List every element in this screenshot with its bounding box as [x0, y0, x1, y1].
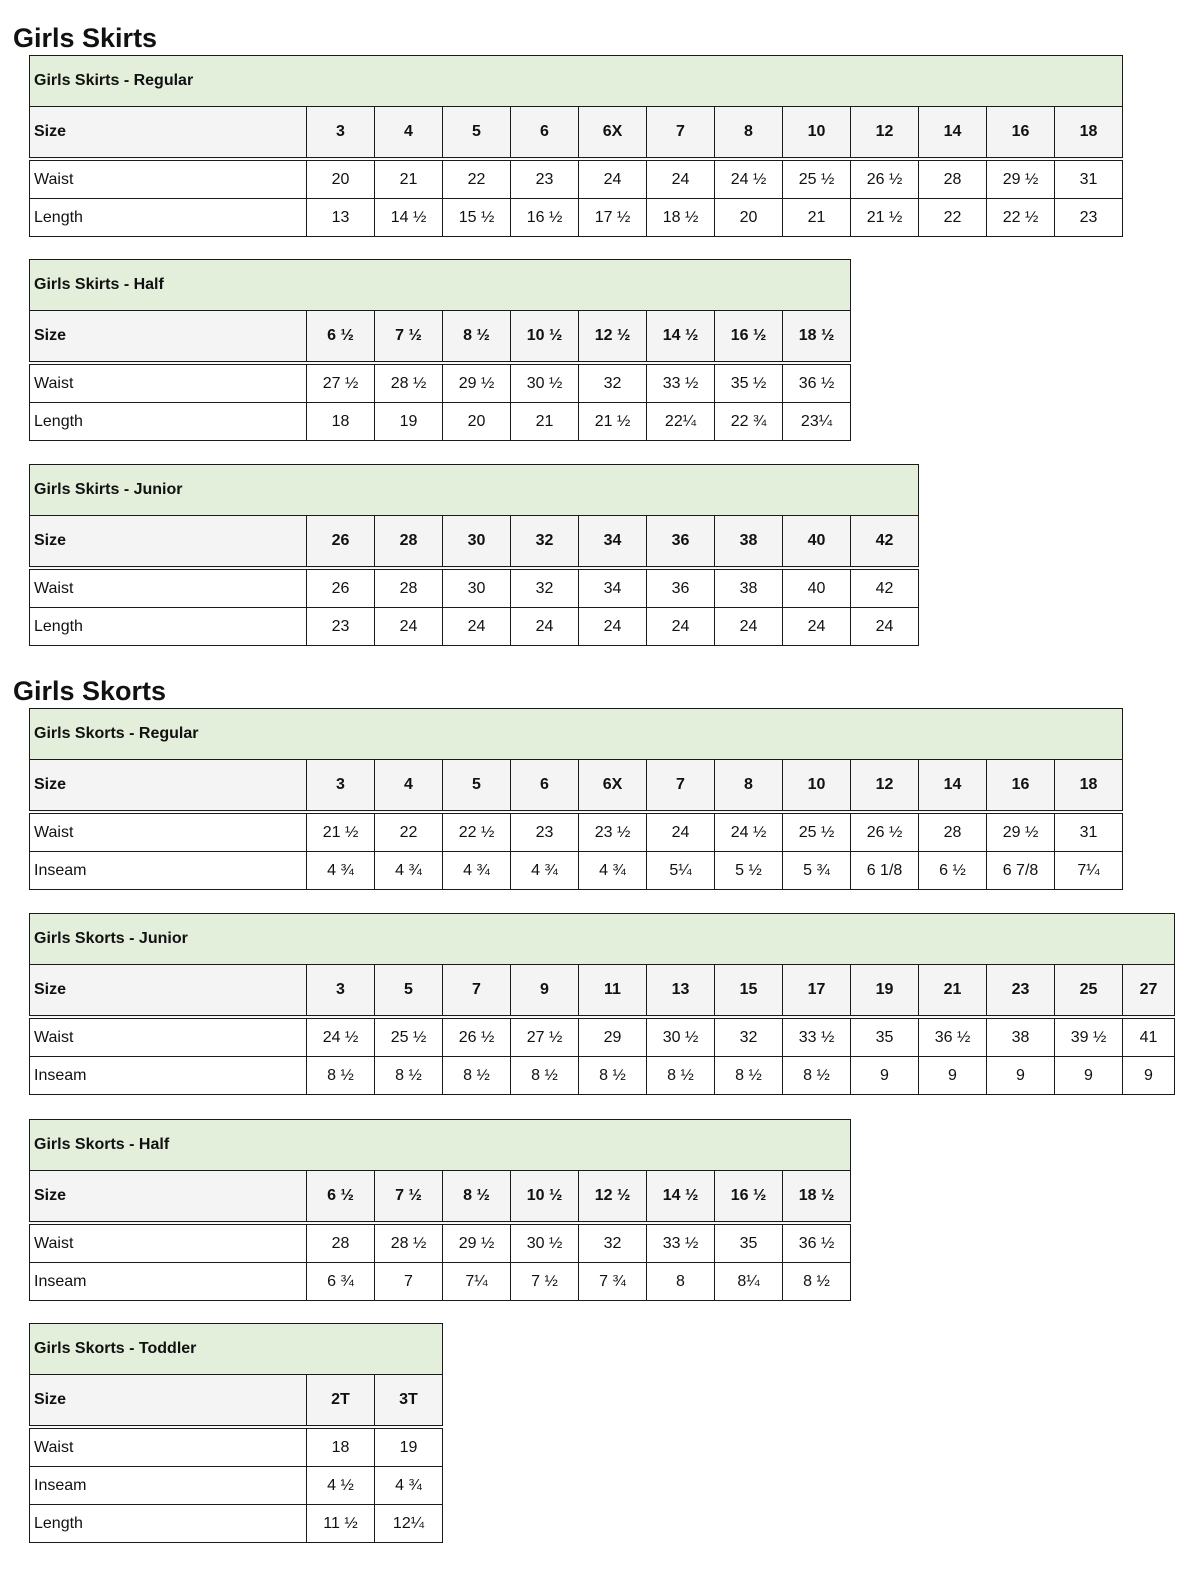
cell-value: 24 — [647, 812, 715, 852]
cell-value: 12¼ — [375, 1505, 443, 1543]
table-row-waist — [30, 159, 1123, 199]
table-row-waist — [30, 363, 851, 403]
row-label: Waist — [30, 159, 307, 199]
cell-value: 7 ½ — [511, 1263, 579, 1301]
row-label: Inseam — [30, 852, 307, 890]
size-header-label: Size — [30, 107, 307, 160]
size-header: 3T — [375, 1375, 443, 1428]
cell-value: 30 ½ — [647, 1017, 715, 1057]
size-header-label: Size — [30, 311, 307, 364]
size-header: 10 — [783, 107, 851, 160]
cell-value: 40 — [783, 568, 851, 608]
cell-value: 23 — [307, 608, 375, 646]
row-label: Inseam — [30, 1467, 307, 1505]
size-header: 10 ½ — [511, 1171, 579, 1224]
cell-value: 39 ½ — [1055, 1017, 1123, 1057]
size-header: 26 — [307, 516, 375, 569]
size-header: 16 — [987, 760, 1055, 813]
size-header: 18 — [1055, 760, 1123, 813]
cell-value: 41 — [1123, 1017, 1175, 1057]
size-header: 2T — [307, 1375, 375, 1428]
cell-value: 24 — [511, 608, 579, 646]
table-row-inseam — [30, 1263, 851, 1301]
cell-value: 36 ½ — [919, 1017, 987, 1057]
cell-value: 38 — [987, 1017, 1055, 1057]
table-row-length — [30, 199, 1123, 237]
size-table-skirts-junior — [29, 464, 919, 646]
cell-value: 24 ½ — [307, 1017, 375, 1057]
size-header: 42 — [851, 516, 919, 569]
row-label: Waist — [30, 812, 307, 852]
cell-value: 28 ½ — [375, 363, 443, 403]
size-header: 17 — [783, 965, 851, 1018]
size-header: 25 — [1055, 965, 1123, 1018]
cell-value: 8 ½ — [783, 1057, 851, 1095]
cell-value: 8 — [647, 1263, 715, 1301]
size-header: 6 ½ — [307, 311, 375, 364]
size-table-skorts-toddler — [29, 1323, 443, 1543]
cell-value: 24 — [443, 608, 511, 646]
cell-value: 38 — [715, 568, 783, 608]
row-label: Inseam — [30, 1263, 307, 1301]
row-label: Length — [30, 199, 307, 237]
cell-value: 22 — [919, 199, 987, 237]
row-label: Waist — [30, 1223, 307, 1263]
cell-value: 25 ½ — [783, 159, 851, 199]
cell-value: 42 — [851, 568, 919, 608]
table-title: Girls Skorts - Toddler — [30, 1324, 443, 1375]
cell-value: 9 — [1055, 1057, 1123, 1095]
cell-value: 30 — [443, 568, 511, 608]
table-row-length — [30, 403, 851, 441]
cell-value: 6 7/8 — [987, 852, 1055, 890]
size-header: 8 ½ — [443, 1171, 511, 1224]
row-label: Waist — [30, 1017, 307, 1057]
cell-value: 4 ¾ — [443, 852, 511, 890]
cell-value: 24 — [851, 608, 919, 646]
cell-value: 22 — [375, 812, 443, 852]
size-header: 18 ½ — [783, 311, 851, 364]
cell-value: 23¼ — [783, 403, 851, 441]
cell-value: 17 ½ — [579, 199, 647, 237]
size-header: 6X — [579, 760, 647, 813]
table-row-inseam — [30, 1467, 443, 1505]
cell-value: 18 — [307, 403, 375, 441]
size-header: 10 ½ — [511, 311, 579, 364]
cell-value: 7¼ — [1055, 852, 1123, 890]
cell-value: 7 ¾ — [579, 1263, 647, 1301]
cell-value: 29 ½ — [987, 159, 1055, 199]
cell-value: 21 ½ — [851, 199, 919, 237]
cell-value: 36 ½ — [783, 1223, 851, 1263]
cell-value: 27 ½ — [307, 363, 375, 403]
size-table-skorts-half — [29, 1119, 851, 1301]
table-row-length — [30, 608, 919, 646]
size-header: 5 — [375, 965, 443, 1018]
cell-value: 35 — [851, 1017, 919, 1057]
cell-value: 26 ½ — [851, 812, 919, 852]
table-row-waist — [30, 1427, 443, 1467]
size-header: 34 — [579, 516, 647, 569]
table-title: Girls Skirts - Regular — [30, 56, 1123, 107]
cell-value: 14 ½ — [375, 199, 443, 237]
size-header: 11 — [579, 965, 647, 1018]
cell-value: 23 — [511, 812, 579, 852]
cell-value: 32 — [511, 568, 579, 608]
size-header-label: Size — [30, 1375, 307, 1428]
cell-value: 36 ½ — [783, 363, 851, 403]
cell-value: 4 ½ — [307, 1467, 375, 1505]
cell-value: 31 — [1055, 812, 1123, 852]
size-header: 36 — [647, 516, 715, 569]
cell-value: 23 ½ — [579, 812, 647, 852]
size-header: 8 ½ — [443, 311, 511, 364]
cell-value: 24 — [375, 608, 443, 646]
cell-value: 21 — [511, 403, 579, 441]
cell-value: 7¼ — [443, 1263, 511, 1301]
size-header: 8 — [715, 107, 783, 160]
cell-value: 26 ½ — [443, 1017, 511, 1057]
cell-value: 8 ½ — [307, 1057, 375, 1095]
cell-value: 24 — [579, 159, 647, 199]
cell-value: 13 — [307, 199, 375, 237]
cell-value: 24 — [783, 608, 851, 646]
size-header: 18 — [1055, 107, 1123, 160]
size-header: 32 — [511, 516, 579, 569]
cell-value: 21 ½ — [579, 403, 647, 441]
size-header: 12 — [851, 760, 919, 813]
cell-value: 27 ½ — [511, 1017, 579, 1057]
size-header: 7 ½ — [375, 311, 443, 364]
table-title: Girls Skorts - Regular — [30, 709, 1123, 760]
size-header: 12 ½ — [579, 311, 647, 364]
cell-value: 8 ½ — [783, 1263, 851, 1301]
cell-value: 33 ½ — [647, 1223, 715, 1263]
cell-value: 4 ¾ — [579, 852, 647, 890]
cell-value: 32 — [715, 1017, 783, 1057]
size-header: 14 ½ — [647, 311, 715, 364]
section-title-skirts: Girls Skirts — [13, 23, 158, 53]
cell-value: 6 ½ — [919, 852, 987, 890]
cell-value: 24 — [647, 608, 715, 646]
cell-value: 8 ½ — [443, 1057, 511, 1095]
table-row-waist — [30, 812, 1123, 852]
cell-value: 4 ¾ — [307, 852, 375, 890]
cell-value: 29 ½ — [987, 812, 1055, 852]
table-row-inseam — [30, 1057, 1175, 1095]
row-label: Length — [30, 403, 307, 441]
row-label: Waist — [30, 568, 307, 608]
size-header: 23 — [987, 965, 1055, 1018]
cell-value: 8 ½ — [579, 1057, 647, 1095]
cell-value: 9 — [851, 1057, 919, 1095]
cell-value: 29 ½ — [443, 363, 511, 403]
size-header-label: Size — [30, 516, 307, 569]
size-header: 38 — [715, 516, 783, 569]
size-header: 40 — [783, 516, 851, 569]
cell-value: 28 — [919, 159, 987, 199]
cell-value: 8¼ — [715, 1263, 783, 1301]
size-header: 6 — [511, 760, 579, 813]
cell-value: 28 ½ — [375, 1223, 443, 1263]
size-header: 7 — [647, 760, 715, 813]
section-title-skorts: Girls Skorts — [13, 676, 167, 706]
cell-value: 19 — [375, 1427, 443, 1467]
cell-value: 5 ¾ — [783, 852, 851, 890]
size-header: 21 — [919, 965, 987, 1018]
size-header-label: Size — [30, 965, 307, 1018]
cell-value: 33 ½ — [647, 363, 715, 403]
cell-value: 22 — [443, 159, 511, 199]
table-row-waist — [30, 1017, 1175, 1057]
row-label: Waist — [30, 363, 307, 403]
table-row-waist — [30, 1223, 851, 1263]
cell-value: 23 — [511, 159, 579, 199]
table-row-length — [30, 1505, 443, 1543]
size-header-label: Size — [30, 1171, 307, 1224]
size-table-skirts-half — [29, 259, 851, 441]
size-header: 15 — [715, 965, 783, 1018]
size-header: 10 — [783, 760, 851, 813]
size-table-skorts-junior — [29, 913, 1175, 1095]
cell-value: 20 — [715, 199, 783, 237]
size-header: 12 ½ — [579, 1171, 647, 1224]
cell-value: 4 ¾ — [375, 852, 443, 890]
size-header: 7 ½ — [375, 1171, 443, 1224]
cell-value: 28 — [307, 1223, 375, 1263]
cell-value: 22 ½ — [443, 812, 511, 852]
cell-value: 34 — [579, 568, 647, 608]
table-row-waist — [30, 568, 919, 608]
cell-value: 9 — [987, 1057, 1055, 1095]
cell-value: 20 — [443, 403, 511, 441]
row-label: Inseam — [30, 1057, 307, 1095]
cell-value: 33 ½ — [783, 1017, 851, 1057]
cell-value: 5¼ — [647, 852, 715, 890]
size-header: 18 ½ — [783, 1171, 851, 1224]
cell-value: 29 — [579, 1017, 647, 1057]
cell-value: 26 — [307, 568, 375, 608]
cell-value: 22 ¾ — [715, 403, 783, 441]
cell-value: 21 — [375, 159, 443, 199]
cell-value: 30 ½ — [511, 1223, 579, 1263]
cell-value: 23 — [1055, 199, 1123, 237]
cell-value: 28 — [919, 812, 987, 852]
row-label: Waist — [30, 1427, 307, 1467]
cell-value: 24 ½ — [715, 812, 783, 852]
size-header: 7 — [443, 965, 511, 1018]
cell-value: 7 — [375, 1263, 443, 1301]
size-header: 16 ½ — [715, 311, 783, 364]
cell-value: 6 ¾ — [307, 1263, 375, 1301]
size-header: 19 — [851, 965, 919, 1018]
cell-value: 16 ½ — [511, 199, 579, 237]
size-header: 3 — [307, 107, 375, 160]
cell-value: 31 — [1055, 159, 1123, 199]
cell-value: 8 ½ — [511, 1057, 579, 1095]
cell-value: 18 ½ — [647, 199, 715, 237]
cell-value: 24 — [647, 159, 715, 199]
size-header: 6 — [511, 107, 579, 160]
size-header: 7 — [647, 107, 715, 160]
cell-value: 8 ½ — [647, 1057, 715, 1095]
table-title: Girls Skirts - Half — [30, 260, 851, 311]
cell-value: 4 ¾ — [375, 1467, 443, 1505]
size-header: 5 — [443, 760, 511, 813]
size-table-skorts-regular — [29, 708, 1123, 890]
cell-value: 18 — [307, 1427, 375, 1467]
size-header: 27 — [1123, 965, 1175, 1018]
cell-value: 35 — [715, 1223, 783, 1263]
size-header: 6X — [579, 107, 647, 160]
size-header: 13 — [647, 965, 715, 1018]
cell-value: 6 1/8 — [851, 852, 919, 890]
size-header: 5 — [443, 107, 511, 160]
size-header: 14 ½ — [647, 1171, 715, 1224]
size-header: 14 — [919, 107, 987, 160]
size-header: 6 ½ — [307, 1171, 375, 1224]
table-title: Girls Skirts - Junior — [30, 465, 919, 516]
cell-value: 20 — [307, 159, 375, 199]
size-header: 14 — [919, 760, 987, 813]
cell-value: 24 — [579, 608, 647, 646]
cell-value: 11 ½ — [307, 1505, 375, 1543]
cell-value: 25 ½ — [783, 812, 851, 852]
size-header: 8 — [715, 760, 783, 813]
cell-value: 32 — [579, 1223, 647, 1263]
cell-value: 9 — [1123, 1057, 1175, 1095]
cell-value: 8 ½ — [715, 1057, 783, 1095]
size-header: 30 — [443, 516, 511, 569]
cell-value: 22 ½ — [987, 199, 1055, 237]
size-header: 16 ½ — [715, 1171, 783, 1224]
size-header-label: Size — [30, 760, 307, 813]
cell-value: 21 ½ — [307, 812, 375, 852]
cell-value: 24 ½ — [715, 159, 783, 199]
cell-value: 28 — [375, 568, 443, 608]
cell-value: 24 — [715, 608, 783, 646]
cell-value: 8 ½ — [375, 1057, 443, 1095]
cell-value: 21 — [783, 199, 851, 237]
row-label: Length — [30, 1505, 307, 1543]
cell-value: 32 — [579, 363, 647, 403]
size-header: 4 — [375, 107, 443, 160]
size-header: 9 — [511, 965, 579, 1018]
cell-value: 5 ½ — [715, 852, 783, 890]
cell-value: 22¼ — [647, 403, 715, 441]
table-row-inseam — [30, 852, 1123, 890]
cell-value: 4 ¾ — [511, 852, 579, 890]
size-header: 16 — [987, 107, 1055, 160]
cell-value: 25 ½ — [375, 1017, 443, 1057]
cell-value: 9 — [919, 1057, 987, 1095]
cell-value: 36 — [647, 568, 715, 608]
cell-value: 35 ½ — [715, 363, 783, 403]
size-header: 3 — [307, 760, 375, 813]
row-label: Length — [30, 608, 307, 646]
cell-value: 15 ½ — [443, 199, 511, 237]
size-header: 3 — [307, 965, 375, 1018]
size-header: 28 — [375, 516, 443, 569]
cell-value: 29 ½ — [443, 1223, 511, 1263]
table-title: Girls Skorts - Half — [30, 1120, 851, 1171]
cell-value: 30 ½ — [511, 363, 579, 403]
cell-value: 19 — [375, 403, 443, 441]
size-table-skirts-regular — [29, 55, 1123, 237]
table-title: Girls Skorts - Junior — [30, 914, 1175, 965]
size-header: 4 — [375, 760, 443, 813]
cell-value: 26 ½ — [851, 159, 919, 199]
size-header: 12 — [851, 107, 919, 160]
